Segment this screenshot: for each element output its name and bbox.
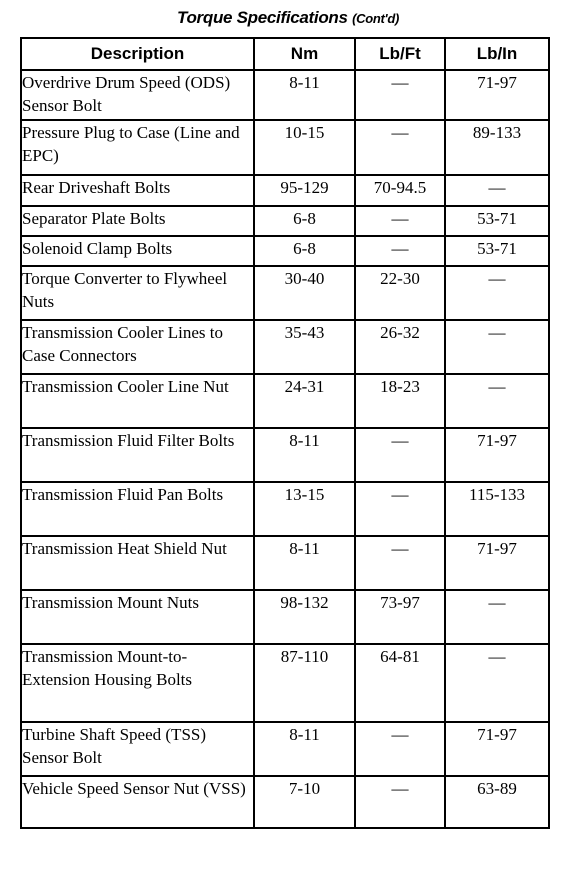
nm-cell: 24-31 xyxy=(254,374,355,428)
table-row xyxy=(21,590,549,644)
table-row xyxy=(21,175,549,206)
nm-cell: 98-132 xyxy=(254,590,355,644)
lbin-cell: — xyxy=(445,590,549,644)
description-cell: Transmission Mount-to-Extension Housing Bolts xyxy=(21,644,254,722)
description-cell: Vehicle Speed Sensor Nut (VSS) xyxy=(21,776,254,828)
lbin-cell: 53-71 xyxy=(445,206,549,236)
description-cell: Torque Converter to Flywheel Nuts xyxy=(21,266,254,320)
table-row xyxy=(21,536,549,590)
description-cell: Pressure Plug to Case (Line and EPC) xyxy=(21,120,254,175)
lbin-cell: 115-133 xyxy=(445,482,549,536)
lbin-cell: 71-97 xyxy=(445,722,549,776)
lbin-cell: — xyxy=(445,644,549,722)
lbft-cell: 26-32 xyxy=(355,320,445,374)
nm-cell: 30-40 xyxy=(254,266,355,320)
nm-cell: 10-15 xyxy=(254,120,355,175)
table-row xyxy=(21,644,549,722)
lbin-cell: 71-97 xyxy=(445,536,549,590)
title-suffix: (Cont'd) xyxy=(352,11,399,26)
nm-cell: 13-15 xyxy=(254,482,355,536)
table-row xyxy=(21,206,549,236)
lbin-cell: 89-133 xyxy=(445,120,549,175)
table-row xyxy=(21,266,549,320)
table-row xyxy=(21,236,549,266)
description-cell: Transmission Fluid Pan Bolts xyxy=(21,482,254,536)
lbft-cell: — xyxy=(355,120,445,175)
lbft-cell: 22-30 xyxy=(355,266,445,320)
lbft-cell: — xyxy=(355,536,445,590)
description-cell: Solenoid Clamp Bolts xyxy=(21,236,254,266)
description-cell: Transmission Cooler Lines to Case Connectors xyxy=(21,320,254,374)
column-header-description: Description xyxy=(21,38,254,70)
description-cell: Separator Plate Bolts xyxy=(21,206,254,236)
lbin-cell: 71-97 xyxy=(445,428,549,482)
header-row xyxy=(21,38,549,70)
lbft-cell: — xyxy=(355,206,445,236)
lbft-cell: 70-94.5 xyxy=(355,175,445,206)
description-cell: Transmission Fluid Filter Bolts xyxy=(21,428,254,482)
nm-cell: 95-129 xyxy=(254,175,355,206)
lbin-cell: 63-89 xyxy=(445,776,549,828)
lbft-cell: — xyxy=(355,482,445,536)
title-text: Torque Specifications xyxy=(177,8,348,27)
description-cell: Overdrive Drum Speed (ODS) Sensor Bolt xyxy=(21,70,254,120)
nm-cell: 8-11 xyxy=(254,70,355,120)
lbin-cell: 53-71 xyxy=(445,236,549,266)
lbft-cell: — xyxy=(355,70,445,120)
table-row xyxy=(21,776,549,828)
nm-cell: 8-11 xyxy=(254,722,355,776)
description-cell: Transmission Cooler Line Nut xyxy=(21,374,254,428)
table-row xyxy=(21,374,549,428)
lbft-cell: 18-23 xyxy=(355,374,445,428)
description-cell: Transmission Heat Shield Nut xyxy=(21,536,254,590)
nm-cell: 6-8 xyxy=(254,206,355,236)
lbft-cell: — xyxy=(355,428,445,482)
lbin-cell: 71-97 xyxy=(445,70,549,120)
table-row xyxy=(21,722,549,776)
table-row xyxy=(21,120,549,175)
lbft-cell: — xyxy=(355,776,445,828)
column-header-lbin: Lb/In xyxy=(445,38,549,70)
column-header-nm: Nm xyxy=(254,38,355,70)
nm-cell: 87-110 xyxy=(254,644,355,722)
column-header-lbft: Lb/Ft xyxy=(355,38,445,70)
table-row xyxy=(21,320,549,374)
table-row xyxy=(21,428,549,482)
description-cell: Rear Driveshaft Bolts xyxy=(21,175,254,206)
lbft-cell: 64-81 xyxy=(355,644,445,722)
description-cell: Turbine Shaft Speed (TSS) Sensor Bolt xyxy=(21,722,254,776)
lbin-cell: — xyxy=(445,320,549,374)
lbin-cell: — xyxy=(445,266,549,320)
nm-cell: 6-8 xyxy=(254,236,355,266)
table-row xyxy=(21,70,549,120)
lbft-cell: — xyxy=(355,722,445,776)
lbft-cell: 73-97 xyxy=(355,590,445,644)
description-cell: Transmission Mount Nuts xyxy=(21,590,254,644)
nm-cell: 8-11 xyxy=(254,428,355,482)
lbin-cell: — xyxy=(445,175,549,206)
table-row xyxy=(21,482,549,536)
lbft-cell: — xyxy=(355,236,445,266)
lbin-cell: — xyxy=(445,374,549,428)
nm-cell: 35-43 xyxy=(254,320,355,374)
page-title xyxy=(0,8,576,28)
torque-spec-table xyxy=(20,37,550,829)
nm-cell: 8-11 xyxy=(254,536,355,590)
nm-cell: 7-10 xyxy=(254,776,355,828)
